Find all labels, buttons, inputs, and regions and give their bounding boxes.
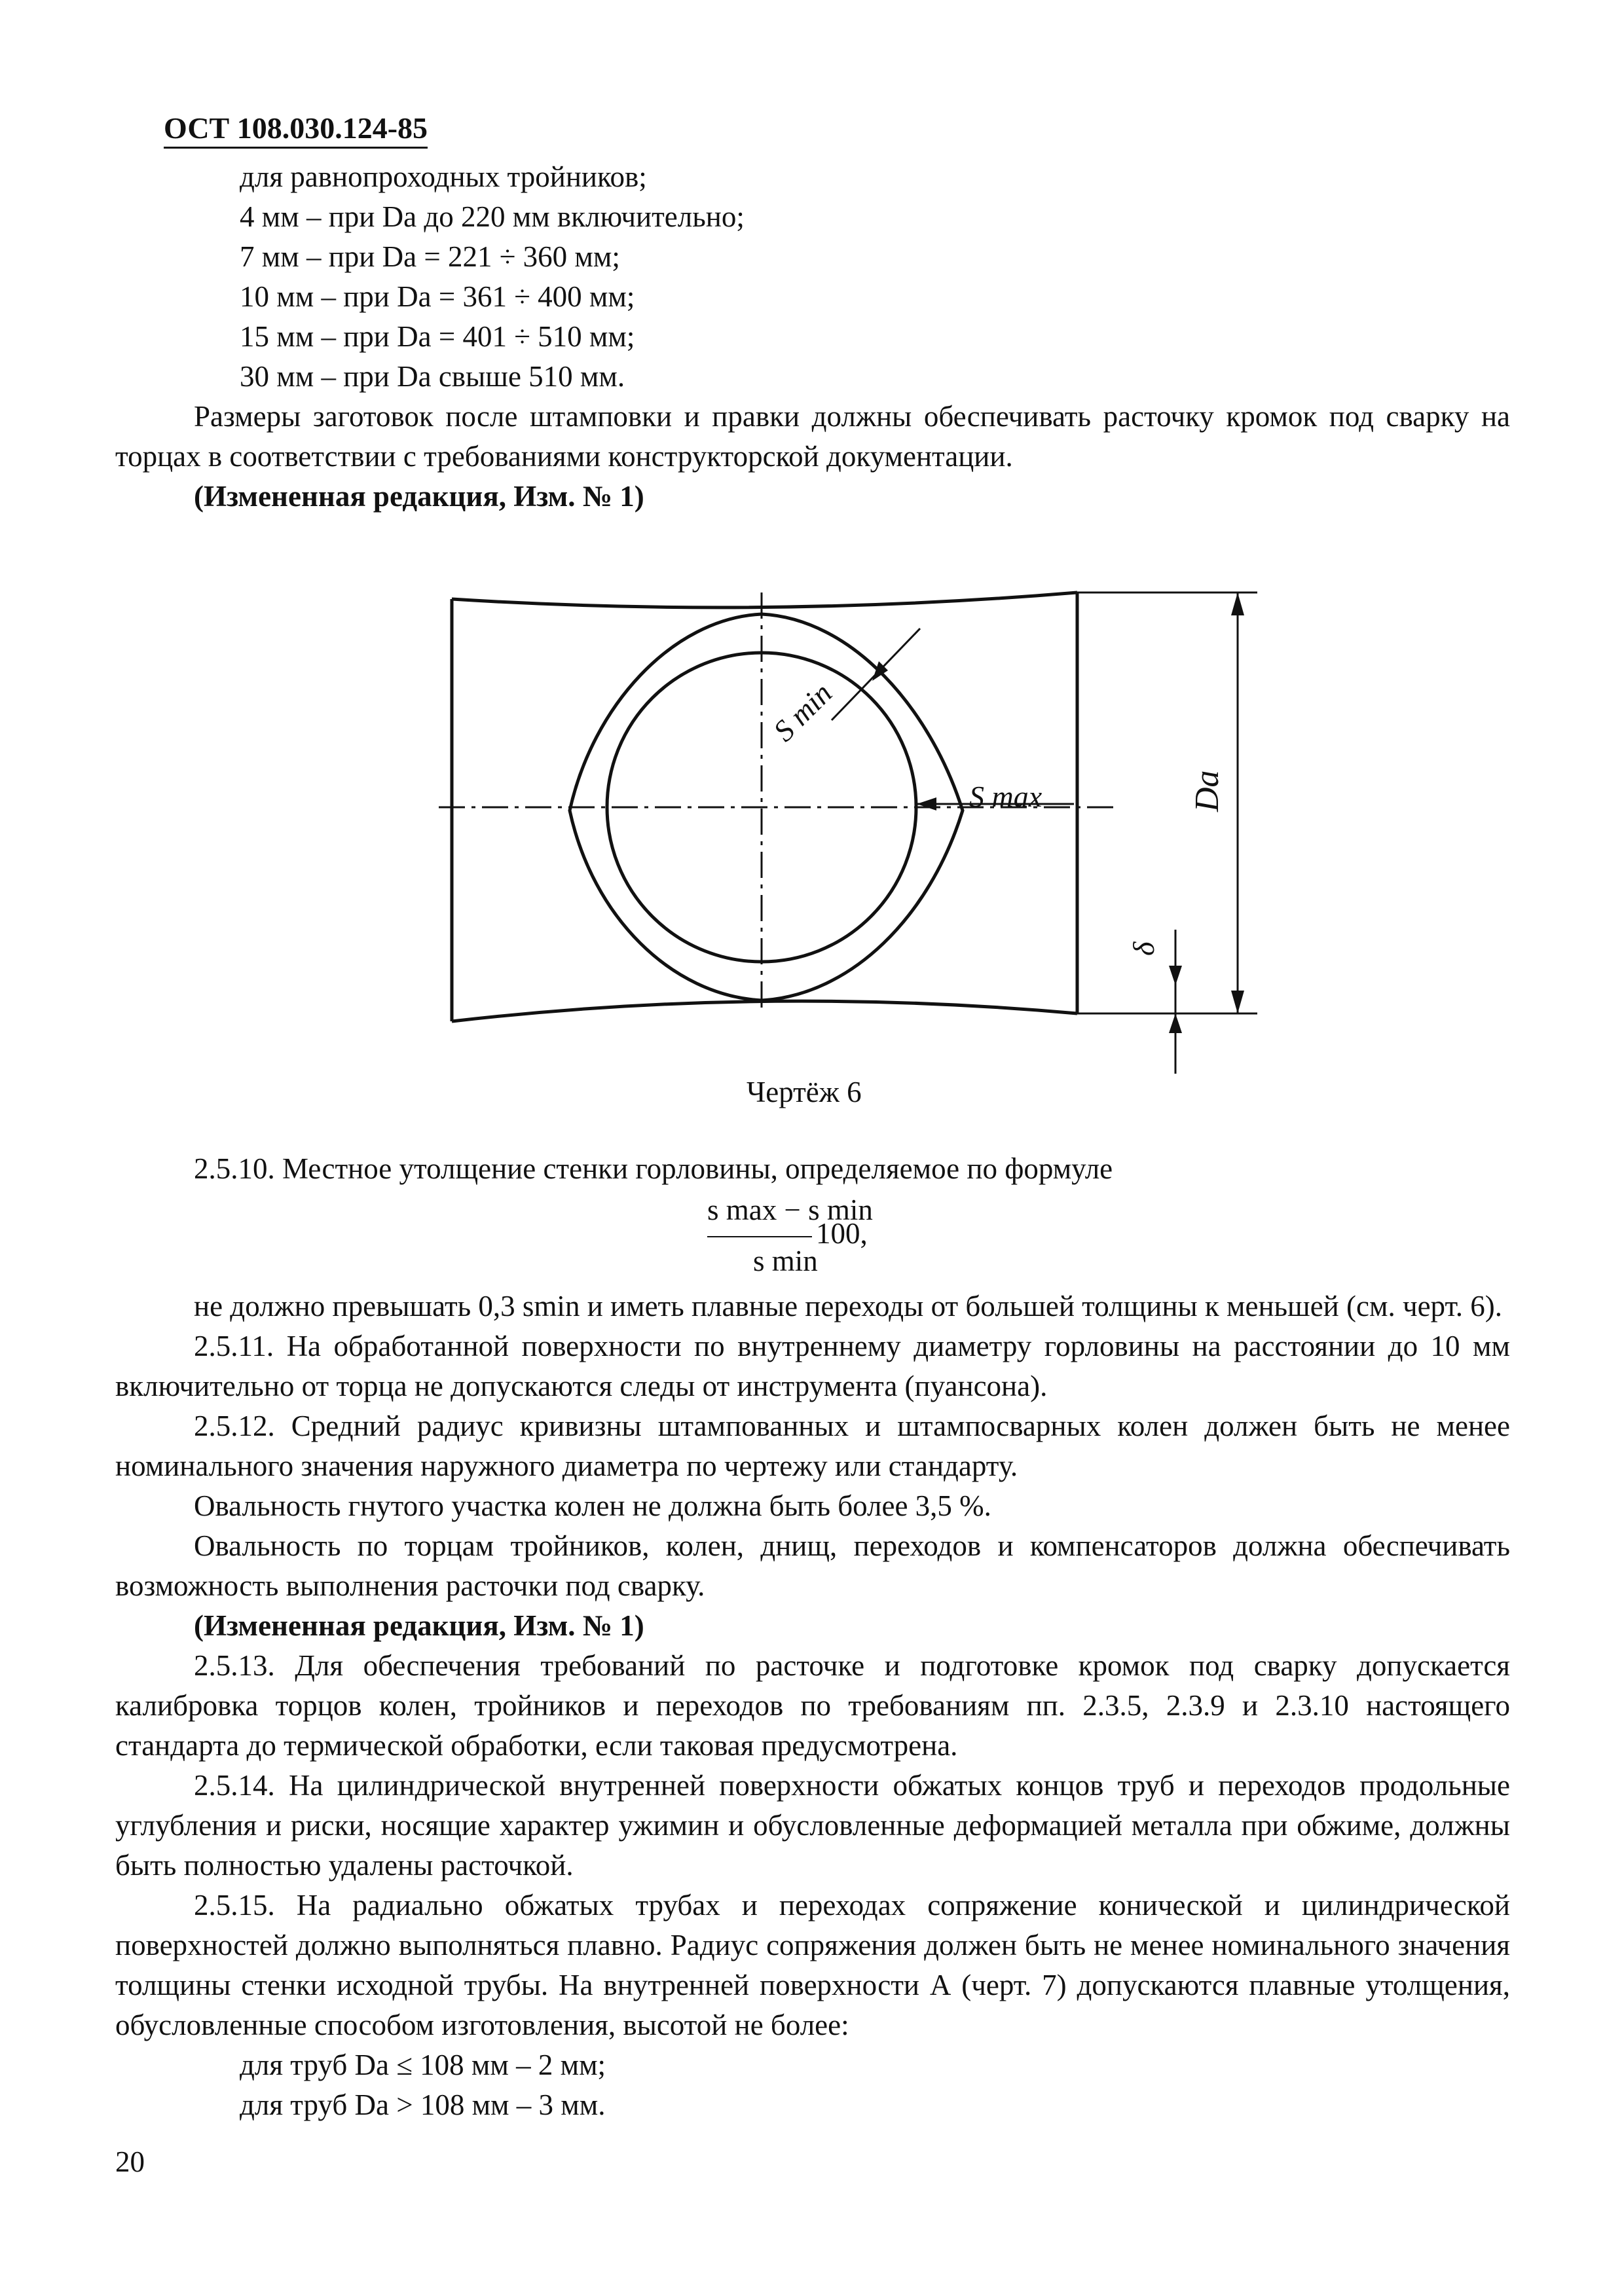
list-line: 10 мм – при Da = 361 ÷ 400 мм; [240, 280, 635, 313]
amendment-note-2: (Измененная редакция, Изм. № 1) [194, 1609, 644, 1642]
page-number: 20 [115, 2145, 145, 2178]
delta-arrow-bottom [1169, 1013, 1182, 1033]
smin-label: S min [767, 676, 839, 748]
formula-denominator: s min [753, 1245, 818, 1277]
amendment-note: (Измененная редакция, Изм. № 1) [194, 480, 644, 513]
para-2510-block [115, 1149, 1510, 1189]
formula-multiplier: 100, [816, 1217, 868, 1250]
list-line: 7 мм – при Da = 221 ÷ 360 мм; [240, 240, 620, 273]
paragraph-2514: 2.5.14. На цилиндрической внутренней поверхности обжатых концов труб и переходов продольные углубления и риски, носящие характер ужимин и обусловленные деформацией металла при обжиме, должны быть полностью удалены расточкой. [115, 1769, 1510, 1882]
delta-label: δ [1127, 941, 1160, 956]
paragraph-2510: 2.5.10. Местное утолщение стенки горловины, определяемое по формуле [194, 1152, 1113, 1185]
paragraph-2513: 2.5.13. Для обеспечения требований по расточке и подготовке кромок под сварку допускается калибровка торцов колен, тройников и переходов по требованиям пп. 2.3.5, 2.3.9 и 2.3.10 настоящего стандарта до термической обработки, если таковая предусмотрена. [115, 1649, 1510, 1762]
paragraph-2510b: не должно превышать 0,3 smin и иметь плавные переходы от большей толщины к меньшей (см. черт. 6). [194, 1290, 1502, 1322]
bottom-edge [452, 1001, 1077, 1021]
da-arrow-top [1231, 592, 1244, 615]
main-text-block [115, 1286, 1510, 2125]
delta-arrow-top [1169, 966, 1182, 985]
paragraph-2512: 2.5.12. Средний радиус кривизны штампованных и штампосварных колен должен быть не менее номинального значения наружного диаметра по чертежу или стандарту. [115, 1410, 1510, 1482]
drawing-caption: Чертёж 6 [747, 1076, 862, 1108]
paragraph-2515: 2.5.15. На радиально обжатых трубах и переходах сопряжение конической и цилиндрической поверхностей должно выполняться плавно. Радиус сопряжения должен быть не менее номинального значения толщины стенки исходной трубы. На внутренней поверхности А (черт. 7) допускаются плавные утолщения, обусловленные способом изготовления, высотой не более: [115, 1889, 1510, 2041]
paragraph-ovality-1: Овальность гнутого участка колен не должна быть более 3,5 %. [194, 1489, 991, 1522]
list-line: для труб Da ≤ 108 мм – 2 мм; [240, 2049, 606, 2081]
da-arrow-bottom [1231, 991, 1244, 1013]
paragraph-blanks: Размеры заготовок после штамповки и правки должны обеспечивать расточку кромок под сварку на торцах в соответствии с требованиями конструкторской документации. [115, 400, 1510, 473]
smax-arrow [917, 797, 936, 811]
top-edge [452, 592, 1077, 608]
da-label: Da [1189, 770, 1226, 812]
list-line: для равнопроходных тройников; [240, 160, 647, 193]
list-line: 4 мм – при Da до 220 мм включительно; [240, 200, 745, 233]
document-code-header: ОСТ 108.030.124-85 [164, 111, 428, 149]
formula-numerator: s max − s min [707, 1194, 873, 1226]
list-line: 30 мм – при Da свыше 510 мм. [240, 360, 625, 393]
smax-label: S max [969, 780, 1043, 813]
formula-fraction-bar [707, 1236, 812, 1237]
list-line: 15 мм – при Da = 401 ÷ 510 мм; [240, 320, 635, 353]
list-line: для труб Da > 108 мм – 3 мм. [240, 2088, 606, 2121]
paragraph-ovality-2: Овальность по торцам тройников, колен, днищ, переходов и компенсаторов должна обеспечивать возможность выполнения расточки под сварку. [115, 1529, 1510, 1602]
paragraph-2511: 2.5.11. На обработанной поверхности по внутреннему диаметру горловины на расстоянии до 10 мм включительно от торца не допускаются следы от инструмента (пуансона). [115, 1330, 1510, 1402]
